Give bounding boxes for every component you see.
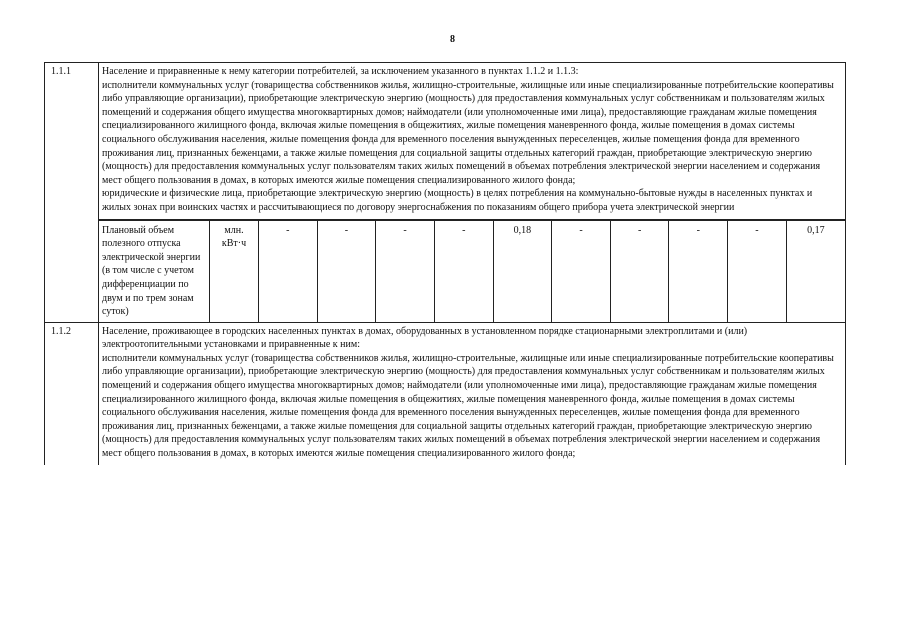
row-heading: Население и приравненные к нему категории потребителей, за исключением указанного в пунктах 1.1.2 и 1.1.3: [102, 66, 579, 77]
tariff-table [44, 62, 846, 465]
row-body-paragraph: юридические и физические лица, приобретающие электрическую энергию (мощность) в целях потребления на коммунально-бытовые нужды в населенных пунктах и жилых зонах при воинских частях и рассчитывающиеся по договору энергоснабжения по показаниям общего прибора учета электрической энергии [102, 188, 813, 213]
value-cell: 0,17 [786, 220, 845, 322]
value-cell: - [552, 220, 611, 322]
row-heading: Население, проживающее в городских населенных пунктах в домах, оборудованных в установленном порядке стационарными электроплитами и (или) электроотопительными установками и приравненные к ним: [102, 325, 748, 351]
row-number: 1.1.1 [45, 63, 99, 323]
value-cell: - [376, 220, 435, 322]
value-cell: - [434, 220, 493, 322]
values-row [99, 220, 845, 322]
value-cell: - [728, 220, 787, 322]
row-description [99, 63, 846, 220]
value-cell: - [317, 220, 376, 322]
value-cell: 0,18 [493, 220, 552, 322]
table-row [45, 63, 846, 220]
values-table [99, 220, 845, 322]
value-cell: - [669, 220, 728, 322]
table-row [45, 322, 846, 464]
page-number: 8 [450, 34, 455, 45]
row-body-paragraph: исполнители коммунальных услуг (товарищества собственников жилья, жилищно-строительные, жилищные или иные специализированные потребительские кооперативы либо управляющие организации), приобретающие электрическую энергию (мощность) для предоставления коммунальных услуг собственникам и пользователям жилых помещений и содержания общего имущества многоквартирных домов; наймодатели (или уполномоченные ими лица), предоставляющие гражданам жилые помещения специализированного жилищного фонда, включая жилые помещения в общежитиях, жилые помещения маневренного фонда, жилые помещения в домах системы социального обслуживания населения, жилые помещения фонда для временного поселения вынужденных переселенцев, жилые помещения фонда для временного проживания лиц, признанных беженцами, а также жилые помещения для социальной защиты отдельных категорий граждан, приобретающие электрическую энергию (мощность) для предоставления коммунальных услуг пользователям таких жилых помещений в объемах потребления электрической энергии населением и содержания мест общего пользования в домах, в которых имеются жилые помещения специализированного жилого фонда; [102, 79, 834, 186]
values-cell [99, 219, 846, 322]
row-description [99, 322, 846, 464]
unit-label: млн. кВт·ч [210, 220, 259, 322]
value-cell: - [259, 220, 318, 322]
indicator-label: Плановый объем полезного отпуска электрической энергии (в том числе с учетом дифференциации по двум и по трем зонам суток) [99, 220, 210, 322]
table-row [45, 219, 846, 322]
row-body-paragraph: исполнители коммунальных услуг (товарищества собственников жилья, жилищно-строительные, жилищные или иные специализированные потребительские кооперативы либо управляющие организации), приобретающие электрическую энергию (мощность) для предоставления коммунальных услуг собственникам и пользователям жилых помещений и содержания общего имущества многоквартирных домов; наймодатели (или уполномоченные ими лица), предоставляющие гражданам жилые помещения специализированного жилищного фонда, включая жилые помещения в общежитиях, жилые помещения маневренного фонда, жилые помещения в домах системы социального обслуживания населения, жилые помещения фонда для временного поселения вынужденных переселенцев, жилые помещения фонда для временного проживания лиц, признанных беженцами, а также жилые помещения для социальной защиты отдельных категорий граждан, приобретающие электрическую энергию (мощность) для предоставления коммунальных услуг пользователям таких жилых помещений в объемах потребления электрической энергии населением и содержания мест общего пользования в домах, в которых имеются жилые помещения специализированного жилого фонда; [102, 352, 834, 460]
row-number: 1.1.2 [45, 322, 99, 464]
value-cell: - [610, 220, 669, 322]
